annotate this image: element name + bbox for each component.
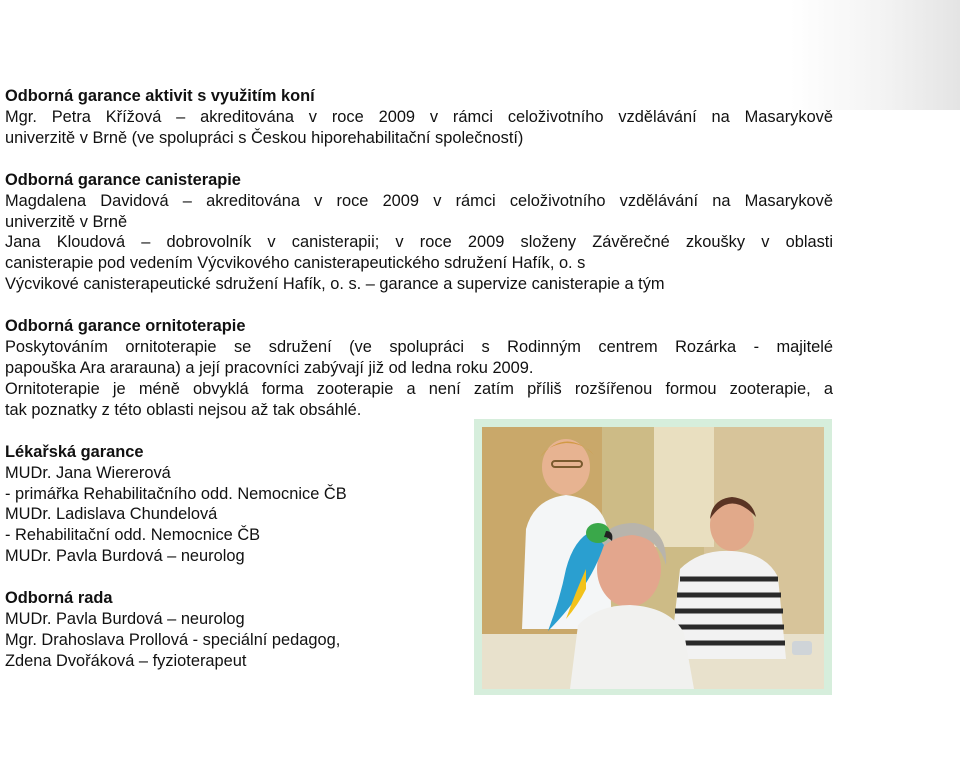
- text-line: univerzitě v Brně (ve spolupráci s Českou hiporehabilitační společností): [5, 128, 524, 147]
- text-line: - primářka Rehabilitačního odd. Nemocnice ČB: [5, 484, 347, 503]
- text-line: - Rehabilitační odd. Nemocnice ČB: [5, 526, 261, 545]
- therapy-photo: [474, 419, 832, 695]
- heading-ornitoterapie: Odborná garance ornitoterapie: [5, 317, 246, 336]
- text-line: Výcvikové canisterapeutické sdružení Hafík, o. s. – garance a supervize canisterapie a tým: [5, 275, 665, 294]
- text-line: Mgr. Petra Křížová – akreditována v roce 2009 v rámci celoživotního vzdělávání na Masarykově: [5, 107, 833, 126]
- text-line: Jana Kloudová – dobrovolník v canisterapii; v roce 2009 složeny Závěrečné zkoušky v oblasti: [5, 233, 833, 252]
- text-line: MUDr. Jana Wiererová: [5, 463, 171, 482]
- text-line: MUDr. Ladislava Chundelová: [5, 505, 218, 524]
- text-line: canisterapie pod vedením Výcvikového canisterapeutického sdružení Hafík, o. s: [5, 254, 586, 273]
- text-line: Mgr. Drahoslava Prollová - speciální pedagog,: [5, 630, 341, 649]
- heading-canisterapie: Odborná garance canisterapie: [5, 170, 241, 189]
- heading-horses: Odborná garance aktivit s využitím koní: [5, 87, 315, 105]
- text-line: tak poznatky z této oblasti nejsou až tak obsáhlé.: [5, 400, 362, 419]
- text-line: Zdena Dvořáková – fyzioterapeut: [5, 651, 247, 670]
- therapy-photo-illustration: [474, 419, 832, 695]
- heading-medical: Lékařská garance: [5, 442, 144, 461]
- heading-council: Odborná rada: [5, 589, 113, 608]
- text-line: Poskytováním ornitoterapie se sdružení (ve spolupráci s Rodinným centrem Rozárka - majitelé: [5, 338, 833, 357]
- text-line: univerzitě v Brně: [5, 212, 128, 231]
- text-line: papouška Ara ararauna) a její pracovníci zabývají již od ledna roku 2009.: [5, 358, 534, 377]
- text-line: Magdalena Davidová – akreditována v roce 2009 v rámci celoživotního vzdělávání na Masarykově: [5, 191, 833, 210]
- text-line: Ornitoterapie je méně obvyklá forma zooterapie a není zatím příliš rozšířenou formou zooterapie, a: [5, 379, 833, 398]
- text-line: MUDr. Pavla Burdová – neurolog: [5, 610, 245, 629]
- text-line: MUDr. Pavla Burdová – neurolog: [5, 547, 245, 566]
